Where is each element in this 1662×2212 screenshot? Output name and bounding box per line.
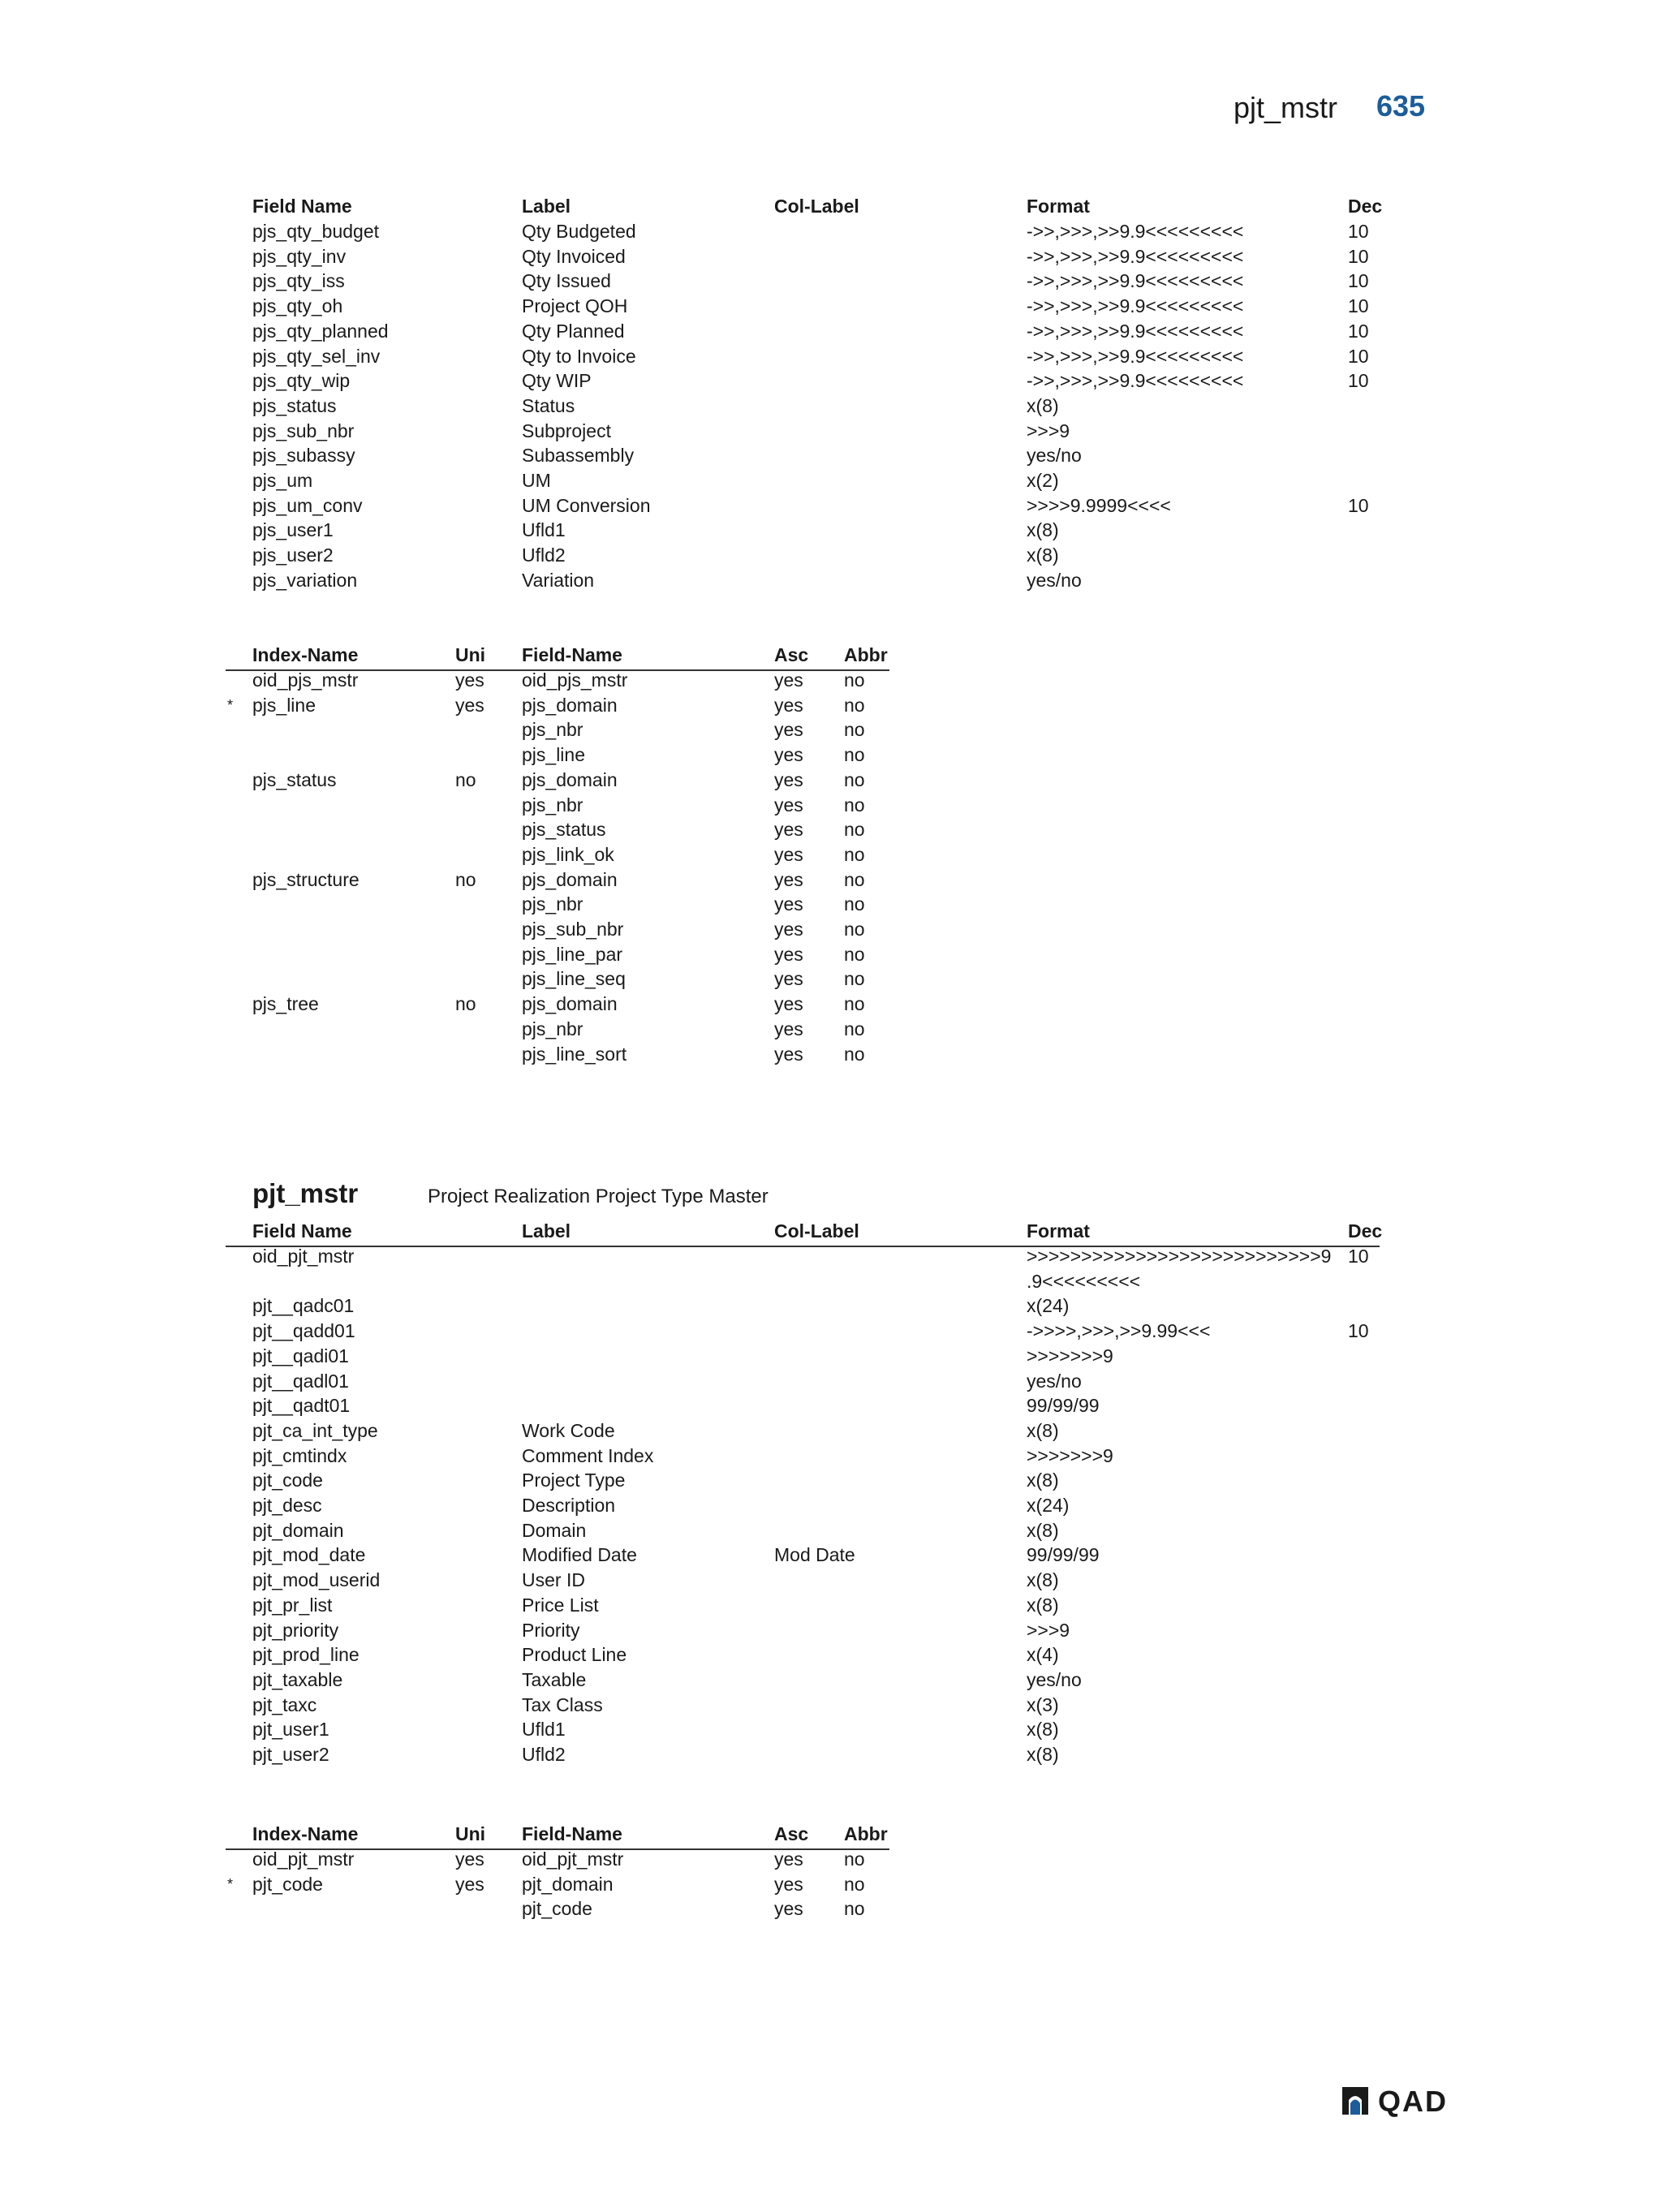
format-cell: ->>,>>>,>>9.9<<<<<<<<< [1027, 345, 1244, 367]
abbreviated-cell: no [844, 744, 865, 766]
index-field-cell: pjs_nbr [522, 1018, 583, 1039]
index-row [0, 867, 1662, 893]
label-cell: Qty WIP [522, 370, 592, 392]
label-cell: Ufld1 [522, 1719, 566, 1741]
col-header-col-label: Col-Label [774, 1220, 859, 1242]
index-field-cell: pjs_domain [522, 694, 618, 716]
ascending-cell: yes [774, 968, 803, 990]
field-row [0, 493, 1662, 519]
primary-index-marker: * [227, 1875, 234, 1892]
index-field-cell: pjs_domain [522, 868, 618, 890]
label-cell: Work Code [522, 1419, 615, 1441]
ascending-cell: yes [774, 868, 803, 890]
field-row [0, 568, 1662, 593]
format-cell: x(8) [1027, 1569, 1059, 1591]
index-field-cell: oid_pjs_mstr [522, 669, 628, 691]
ascending-cell: yes [774, 1043, 803, 1065]
index-row [0, 1872, 1662, 1897]
index-row [0, 842, 1662, 867]
index-row [0, 1017, 1662, 1042]
col-header-field-name: Field Name [252, 196, 352, 217]
index-field-cell: pjs_status [522, 819, 606, 841]
field-row [0, 419, 1662, 444]
field-row [0, 1393, 1662, 1418]
index-field-cell: pjs_nbr [522, 794, 583, 816]
field-row [0, 1468, 1662, 1493]
format-cell: >>>>9.9999<<<< [1027, 494, 1171, 516]
abbreviated-cell: no [844, 919, 865, 940]
index-field-cell: pjs_nbr [522, 719, 583, 741]
index-row [0, 817, 1662, 842]
label-cell: Project Type [522, 1470, 626, 1491]
col-header-uni: Uni [455, 1823, 486, 1844]
field-name-cell: pjt_priority [252, 1619, 339, 1641]
abbreviated-cell: no [844, 669, 865, 691]
format-cell: >>>>>>>9 [1027, 1345, 1113, 1366]
col-header-label: Label [522, 1220, 571, 1242]
index-row [0, 717, 1662, 742]
field-name-cell: pjt__qadc01 [252, 1295, 355, 1317]
running-header-table-name: pjt_mstr [1234, 91, 1338, 124]
format-cell: x(8) [1027, 519, 1059, 541]
table-description: Project Realization Project Type Master [428, 1186, 769, 1207]
field-name-cell: pjt__qadi01 [252, 1345, 349, 1366]
index-row [0, 1847, 1662, 1872]
field-name-cell: oid_pjt_mstr [252, 1246, 355, 1267]
abbreviated-cell: no [844, 719, 865, 741]
label-cell: User ID [522, 1569, 585, 1591]
index-name-cell: oid_pjs_mstr [252, 669, 359, 691]
abbreviated-cell: no [844, 1898, 865, 1920]
col-header-abbr: Abbr [844, 644, 888, 665]
index-row [0, 768, 1662, 793]
format-cell: x(8) [1027, 544, 1059, 566]
label-cell: Product Line [522, 1644, 627, 1666]
ascending-cell: yes [774, 794, 803, 816]
label-cell: Priority [522, 1619, 580, 1641]
index-row [0, 966, 1662, 992]
field-name-cell: pjs_user2 [252, 544, 334, 566]
unique-cell: no [455, 868, 476, 890]
field-row [0, 344, 1662, 369]
format-cell: yes/no [1027, 445, 1082, 467]
index-row [0, 1042, 1662, 1067]
field-row [0, 1693, 1662, 1718]
ascending-cell: yes [774, 669, 803, 691]
index-row [0, 668, 1662, 693]
ascending-cell: yes [774, 819, 803, 841]
format-cell: x(8) [1027, 1719, 1059, 1741]
field-row [0, 443, 1662, 468]
field-name-cell: pjt_user2 [252, 1744, 329, 1765]
ascending-cell: yes [774, 919, 803, 940]
field-row [0, 1668, 1662, 1693]
field-name-cell: pjs_status [252, 394, 337, 416]
format-cell: yes/no [1027, 569, 1082, 591]
field-row [0, 219, 1662, 244]
label-cell: Ufld2 [522, 544, 566, 566]
label-cell: UM [522, 470, 551, 491]
index-name-cell: oid_pjt_mstr [252, 1848, 355, 1870]
col-header-dec: Dec [1348, 196, 1383, 217]
field-row [0, 294, 1662, 319]
pjs-index-header-row [0, 643, 1662, 668]
field-row [0, 518, 1662, 543]
index-field-cell: pjs_line_par [522, 943, 623, 965]
field-row [0, 1444, 1662, 1469]
field-name-cell: pjt_code [252, 1470, 323, 1491]
dec-cell: 10 [1348, 370, 1369, 392]
field-row [0, 1593, 1662, 1618]
field-row [0, 1244, 1662, 1269]
col-header-field-name: Field Name [252, 1220, 352, 1242]
abbreviated-cell: no [844, 843, 865, 865]
dec-cell: 10 [1348, 320, 1369, 342]
col-header-asc: Asc [774, 1823, 809, 1844]
ascending-cell: yes [774, 993, 803, 1015]
qad-logo-text: QAD [1378, 2085, 1448, 2118]
index-field-cell: pjs_domain [522, 768, 618, 790]
index-row [0, 942, 1662, 967]
index-field-cell: pjs_line_seq [522, 968, 626, 990]
index-field-cell: pjt_code [522, 1898, 592, 1920]
index-field-cell: pjs_sub_nbr [522, 919, 624, 940]
label-cell: Comment Index [522, 1444, 654, 1466]
field-row [0, 1269, 1662, 1294]
index-name-cell: pjt_code [252, 1873, 323, 1895]
label-cell: Domain [522, 1519, 587, 1541]
field-name-cell: pjs_qty_budget [252, 221, 380, 242]
field-name-cell: pjt_domain [252, 1519, 344, 1541]
index-field-cell: pjs_link_ok [522, 843, 614, 865]
format-cell: x(4) [1027, 1644, 1059, 1666]
abbreviated-cell: no [844, 1873, 865, 1895]
field-name-cell: pjs_qty_oh [252, 295, 343, 317]
index-row [0, 793, 1662, 818]
col-header-field-name: Field-Name [522, 644, 622, 665]
field-name-cell: pjs_um [252, 470, 313, 491]
format-cell: x(24) [1027, 1495, 1070, 1516]
qad-logo-icon [1339, 2085, 1371, 2116]
field-name-cell: pjs_qty_wip [252, 370, 351, 392]
unique-cell: yes [455, 694, 484, 716]
field-row [0, 319, 1662, 344]
col-header-asc: Asc [774, 644, 809, 665]
field-name-cell: pjs_user1 [252, 519, 334, 541]
dec-cell: 10 [1348, 270, 1369, 292]
label-cell: Qty to Invoice [522, 345, 636, 367]
index-row [0, 742, 1662, 768]
field-name-cell: pjt_cmtindx [252, 1444, 347, 1466]
index-row [0, 992, 1662, 1017]
label-cell: Status [522, 394, 575, 416]
format-cell: >>>>>>>>>>>>>>>>>>>>>>>>>>>9 [1027, 1246, 1332, 1267]
field-row [0, 1618, 1662, 1643]
field-row [0, 394, 1662, 419]
ascending-cell: yes [774, 843, 803, 865]
index-field-cell: pjs_line_sort [522, 1043, 627, 1065]
unique-cell: yes [455, 1873, 484, 1895]
field-name-cell: pjs_qty_inv [252, 245, 347, 267]
index-name-cell: pjs_tree [252, 993, 319, 1015]
format-cell: ->>,>>>,>>9.9<<<<<<<<< [1027, 370, 1244, 392]
col-header-col-label: Col-Label [774, 196, 859, 217]
index-row [0, 693, 1662, 718]
format-cell: yes/no [1027, 1370, 1082, 1392]
abbreviated-cell: no [844, 819, 865, 841]
index-name-cell: pjs_structure [252, 868, 360, 890]
ascending-cell: yes [774, 1898, 803, 1920]
field-name-cell: pjt_user1 [252, 1719, 329, 1741]
ascending-cell: yes [774, 719, 803, 741]
pjt-fields-header-row [0, 1219, 1662, 1244]
field-row [0, 468, 1662, 493]
dec-cell: 10 [1348, 245, 1369, 267]
label-cell: Description [522, 1495, 616, 1516]
col-header-format: Format [1027, 196, 1090, 217]
format-cell: 99/99/99 [1027, 1544, 1100, 1566]
col-header-field-name: Field-Name [522, 1823, 622, 1844]
abbreviated-cell: no [844, 694, 865, 716]
field-row [0, 543, 1662, 568]
pjt-index-header-row [0, 1822, 1662, 1847]
label-cell: Tax Class [522, 1693, 603, 1715]
unique-cell: no [455, 993, 476, 1015]
label-cell: Qty Issued [522, 270, 611, 292]
field-name-cell: pjt_mod_userid [252, 1569, 381, 1591]
ascending-cell: yes [774, 1018, 803, 1039]
format-cell: .9<<<<<<<<< [1027, 1270, 1141, 1292]
dec-cell: 10 [1348, 1246, 1369, 1267]
col-header-dec: Dec [1348, 1220, 1383, 1242]
dec-cell: 10 [1348, 221, 1369, 242]
ascending-cell: yes [774, 893, 803, 915]
field-row [0, 1319, 1662, 1344]
label-cell: Taxable [522, 1668, 587, 1690]
field-name-cell: pjt_taxable [252, 1668, 343, 1690]
dec-cell: 10 [1348, 295, 1369, 317]
dec-cell: 10 [1348, 1320, 1369, 1342]
field-row [0, 244, 1662, 269]
index-name-cell: pjs_line [252, 694, 316, 716]
field-name-cell: pjt_prod_line [252, 1644, 360, 1666]
format-cell: ->>,>>>,>>9.9<<<<<<<<< [1027, 320, 1244, 342]
abbreviated-cell: no [844, 1848, 865, 1870]
field-name-cell: pjs_qty_iss [252, 270, 345, 292]
col-header-index-name: Index-Name [252, 1823, 359, 1844]
field-name-cell: pjs_variation [252, 569, 358, 591]
index-row [0, 892, 1662, 917]
label-cell: Ufld2 [522, 1744, 566, 1765]
label-cell: Ufld1 [522, 519, 566, 541]
label-cell: Modified Date [522, 1544, 637, 1566]
field-name-cell: pjt_desc [252, 1495, 322, 1516]
label-cell: Price List [522, 1594, 599, 1616]
index-field-cell: pjs_line [522, 744, 585, 766]
field-row [0, 1543, 1662, 1568]
unique-cell: no [455, 768, 476, 790]
field-name-cell: pjt__qadt01 [252, 1395, 351, 1417]
format-cell: >>>9 [1027, 420, 1070, 441]
field-row [0, 368, 1662, 394]
abbreviated-cell: no [844, 1043, 865, 1065]
col-header-index-name: Index-Name [252, 644, 359, 665]
abbreviated-cell: no [844, 868, 865, 890]
field-name-cell: pjs_qty_sel_inv [252, 345, 381, 367]
field-row [0, 1418, 1662, 1444]
col-header-abbr: Abbr [844, 1823, 888, 1844]
format-cell: x(2) [1027, 470, 1059, 491]
format-cell: >>>>>>>9 [1027, 1444, 1113, 1466]
index-name-cell: pjs_status [252, 768, 337, 790]
format-cell: x(8) [1027, 1470, 1059, 1491]
field-name-cell: pjs_qty_planned [252, 320, 389, 342]
field-row [0, 1369, 1662, 1394]
index-field-cell: pjs_domain [522, 993, 618, 1015]
format-cell: x(8) [1027, 394, 1059, 416]
format-cell: ->>>>,>>>,>>9.99<<< [1027, 1320, 1211, 1342]
field-row [0, 1568, 1662, 1593]
format-cell: ->>,>>>,>>9.9<<<<<<<<< [1027, 295, 1244, 317]
field-row [0, 1742, 1662, 1767]
qad-logo [1339, 2085, 1457, 2118]
abbreviated-cell: no [844, 794, 865, 816]
unique-cell: yes [455, 669, 484, 691]
index-field-cell: oid_pjt_mstr [522, 1848, 624, 1870]
dec-cell: 10 [1348, 494, 1369, 516]
field-name-cell: pjs_sub_nbr [252, 420, 355, 441]
format-cell: x(3) [1027, 1693, 1059, 1715]
abbreviated-cell: no [844, 968, 865, 990]
index-field-cell: pjs_nbr [522, 893, 583, 915]
label-cell: UM Conversion [522, 494, 651, 516]
dec-cell: 10 [1348, 345, 1369, 367]
field-name-cell: pjt_pr_list [252, 1594, 333, 1616]
format-cell: ->>,>>>,>>9.9<<<<<<<<< [1027, 221, 1244, 242]
format-cell: x(8) [1027, 1419, 1059, 1441]
field-name-cell: pjt_mod_date [252, 1544, 366, 1566]
field-row [0, 1518, 1662, 1543]
format-cell: yes/no [1027, 1668, 1082, 1690]
field-name-cell: pjt_taxc [252, 1693, 317, 1715]
field-row [0, 1717, 1662, 1742]
field-row [0, 1293, 1662, 1319]
page-number: 635 [1376, 89, 1426, 123]
abbreviated-cell: no [844, 893, 865, 915]
field-row [0, 1642, 1662, 1668]
label-cell: Project QOH [522, 295, 628, 317]
col-header-uni: Uni [455, 644, 486, 665]
label-cell: Qty Invoiced [522, 245, 626, 267]
col-label-cell: Mod Date [774, 1544, 855, 1566]
col-header-format: Format [1027, 1220, 1090, 1242]
ascending-cell: yes [774, 694, 803, 716]
label-cell: Variation [522, 569, 595, 591]
field-name-cell: pjt_ca_int_type [252, 1419, 378, 1441]
label-cell: Qty Budgeted [522, 221, 636, 242]
field-name-cell: pjt__qadd01 [252, 1320, 355, 1342]
label-cell: Qty Planned [522, 320, 625, 342]
table-title: pjt_mstr [252, 1178, 359, 1208]
field-row [0, 1493, 1662, 1518]
pjs-fields-header-row [0, 194, 1662, 219]
abbreviated-cell: no [844, 993, 865, 1015]
format-cell: 99/99/99 [1027, 1395, 1100, 1417]
ascending-cell: yes [774, 1848, 803, 1870]
format-cell: ->>,>>>,>>9.9<<<<<<<<< [1027, 245, 1244, 267]
index-row [0, 917, 1662, 942]
label-cell: Subassembly [522, 445, 635, 467]
field-name-cell: pjt__qadl01 [252, 1370, 349, 1392]
format-cell: >>>9 [1027, 1619, 1070, 1641]
format-cell: x(24) [1027, 1295, 1070, 1317]
col-header-label: Label [522, 196, 571, 217]
ascending-cell: yes [774, 1873, 803, 1895]
abbreviated-cell: no [844, 768, 865, 790]
index-row [0, 1896, 1662, 1922]
ascending-cell: yes [774, 744, 803, 766]
index-field-cell: pjt_domain [522, 1873, 614, 1895]
format-cell: x(8) [1027, 1519, 1059, 1541]
format-cell: x(8) [1027, 1744, 1059, 1765]
field-name-cell: pjs_um_conv [252, 494, 363, 516]
format-cell: x(8) [1027, 1594, 1059, 1616]
primary-index-marker: * [227, 696, 234, 713]
format-cell: ->>,>>>,>>9.9<<<<<<<<< [1027, 270, 1244, 292]
field-row [0, 1344, 1662, 1369]
label-cell: Subproject [522, 420, 611, 441]
abbreviated-cell: no [844, 1018, 865, 1039]
unique-cell: yes [455, 1848, 484, 1870]
ascending-cell: yes [774, 943, 803, 965]
abbreviated-cell: no [844, 943, 865, 965]
ascending-cell: yes [774, 768, 803, 790]
field-row [0, 269, 1662, 294]
field-name-cell: pjs_subassy [252, 445, 355, 467]
